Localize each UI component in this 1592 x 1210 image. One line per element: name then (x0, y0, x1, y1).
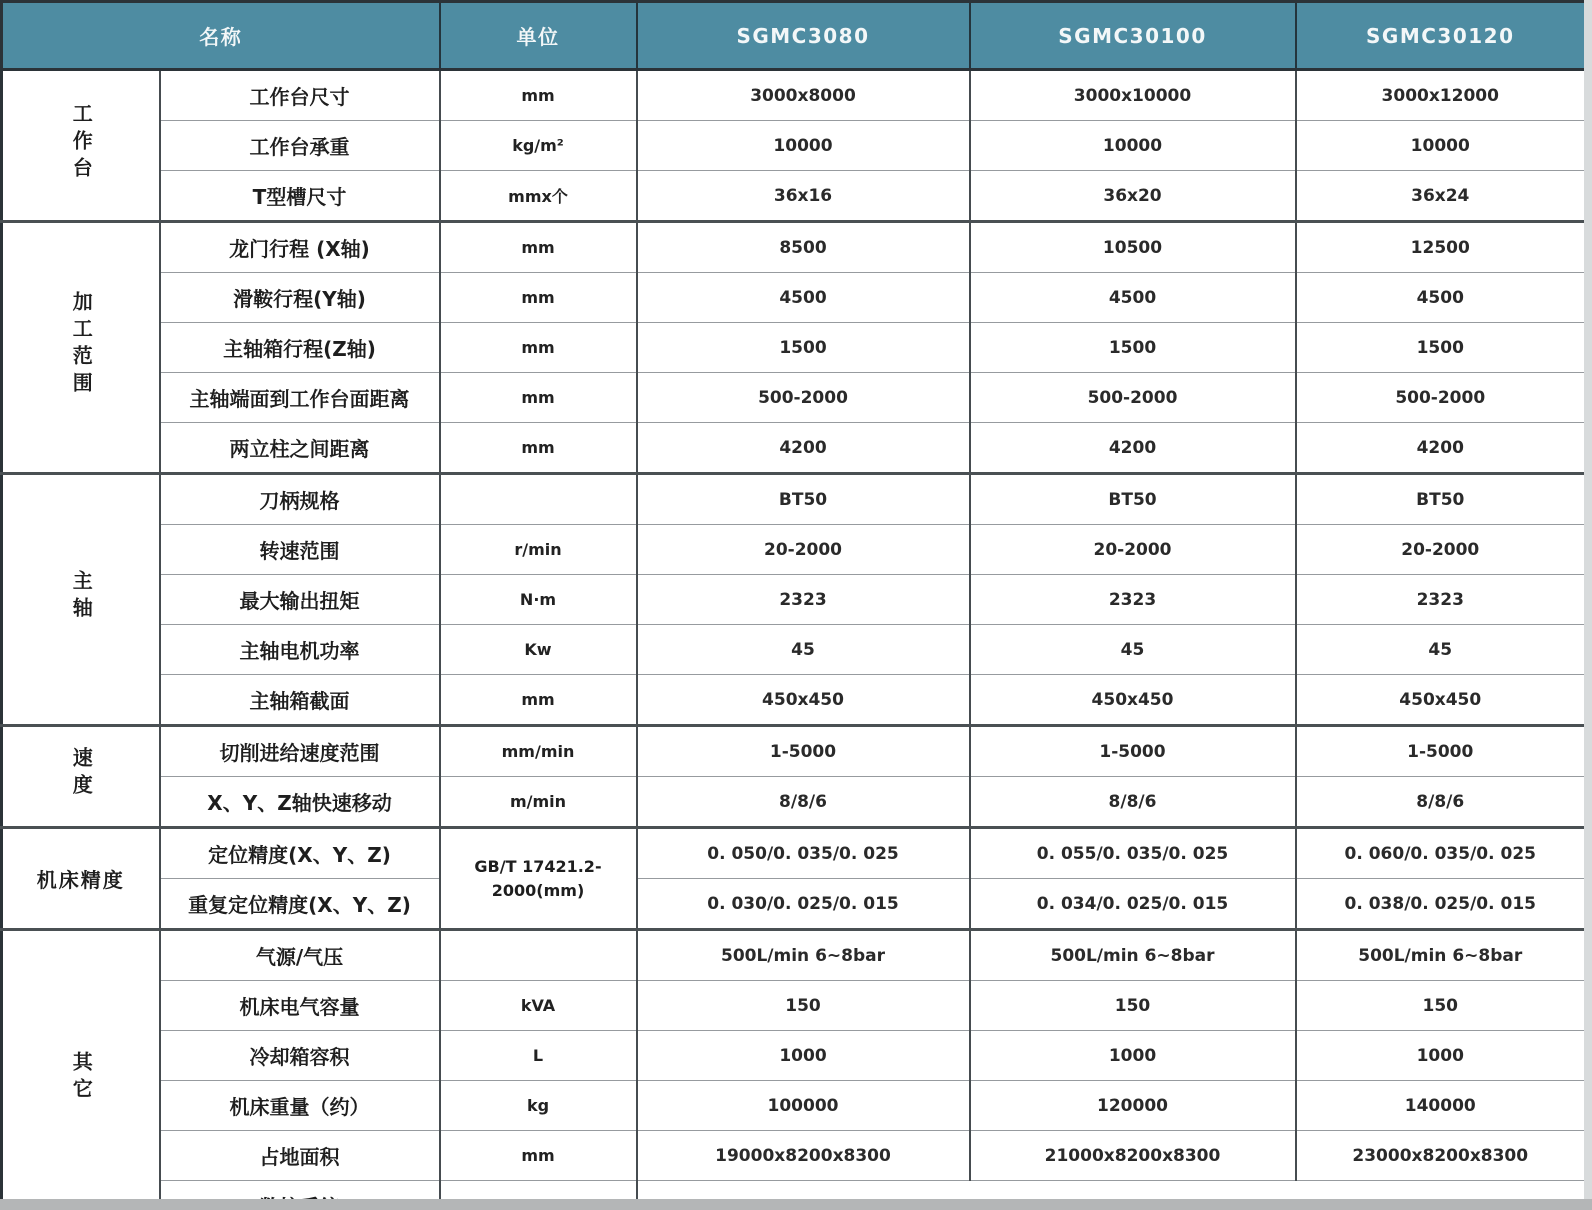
page-right-gutter (1584, 0, 1592, 1210)
table-row (2, 575, 1586, 625)
spec-value-cell: 8500 (637, 222, 970, 273)
spec-value-cell: 20-2000 (970, 525, 1296, 575)
spec-unit-cell: mm (440, 70, 637, 121)
spec-value-cell: 500L/min 6~8bar (1296, 930, 1586, 981)
spec-name-cell: 工作台尺寸 (160, 70, 440, 121)
spec-value-cell: 4200 (970, 423, 1296, 474)
header-name: 名称 (2, 2, 440, 70)
spec-value-cell: 150 (1296, 981, 1586, 1031)
spec-unit-cell: m/min (440, 777, 637, 828)
spec-value-cell: 150 (970, 981, 1296, 1031)
spec-name-cell: 主轴箱行程(Z轴) (160, 323, 440, 373)
spec-unit-cell: mm (440, 1131, 637, 1181)
table-row (2, 777, 1586, 828)
header-model-sgmc30100: SGMC30100 (970, 2, 1296, 70)
spec-value-cell: 2323 (637, 575, 970, 625)
spec-value-cell: 23000x8200x8300 (1296, 1131, 1586, 1181)
spec-value-cell: 1500 (1296, 323, 1586, 373)
spec-unit-cell: mmx个 (440, 171, 637, 222)
spec-value-cell: 10000 (970, 121, 1296, 171)
spec-name-cell: 气源/气压 (160, 930, 440, 981)
spec-value-cell: 4200 (1296, 423, 1586, 474)
spec-unit-cell: Kw (440, 625, 637, 675)
spec-value-cell: 45 (970, 625, 1296, 675)
header-unit: 单位 (440, 2, 637, 70)
group-label: 工作台 (69, 102, 94, 184)
spec-value-cell: 8/8/6 (1296, 777, 1586, 828)
spec-name-cell: 主轴端面到工作台面距离 (160, 373, 440, 423)
spec-unit-cell: r/min (440, 525, 637, 575)
spec-value-cell: 10000 (637, 121, 970, 171)
spec-name-cell: 主轴箱截面 (160, 675, 440, 726)
spec-value-cell: 20-2000 (1296, 525, 1586, 575)
spec-unit-cell: mm (440, 423, 637, 474)
spec-name-cell: 两立柱之间距离 (160, 423, 440, 474)
spec-unit-cell: N·m (440, 575, 637, 625)
spec-value-cell: 45 (1296, 625, 1586, 675)
spec-unit-cell (440, 930, 637, 981)
spec-value-cell: 12500 (1296, 222, 1586, 273)
spec-unit-cell: mm/min (440, 726, 637, 777)
spec-value-cell: 500-2000 (1296, 373, 1586, 423)
spec-value-cell: 1500 (637, 323, 970, 373)
table-row (2, 423, 1586, 474)
spec-value-cell: 450x450 (970, 675, 1296, 726)
spec-unit-cell: L (440, 1031, 637, 1081)
group-label: 速度 (69, 747, 94, 801)
spec-name-cell: 占地面积 (160, 1131, 440, 1181)
table-row (2, 373, 1586, 423)
spec-unit-cell: mm (440, 273, 637, 323)
spec-value-cell: 1-5000 (970, 726, 1296, 777)
spec-value-cell: 140000 (1296, 1081, 1586, 1131)
spec-value-cell: BT50 (970, 474, 1296, 525)
table-row (2, 1131, 1586, 1181)
spec-name-cell: 重复定位精度(X、Y、Z) (160, 879, 440, 930)
group-cell-speed (2, 726, 160, 828)
spec-name-cell: 定位精度(X、Y、Z) (160, 828, 440, 879)
spec-value-cell: 20-2000 (637, 525, 970, 575)
spec-value-cell: 8/8/6 (637, 777, 970, 828)
spec-value-cell: 8/8/6 (970, 777, 1296, 828)
table-row (2, 828, 1586, 879)
group-cell-machining-range (2, 222, 160, 474)
spec-value-cell: 10500 (970, 222, 1296, 273)
spec-value-cell: 19000x8200x8300 (637, 1131, 970, 1181)
table-row (2, 323, 1586, 373)
spec-name-cell: 工作台承重 (160, 121, 440, 171)
table-row (2, 1081, 1586, 1131)
header-model-sgmc30120: SGMC30120 (1296, 2, 1586, 70)
spec-value-cell: 500L/min 6~8bar (637, 930, 970, 981)
spec-name-cell: 主轴电机功率 (160, 625, 440, 675)
spec-unit-cell (440, 474, 637, 525)
spec-value-cell: 0. 060/0. 035/0. 025 (1296, 828, 1586, 879)
spec-value-cell: 36x20 (970, 171, 1296, 222)
group-cell-spindle (2, 474, 160, 726)
group-cell-other (2, 930, 160, 1210)
table-row (2, 70, 1586, 121)
spec-value-cell: 2323 (970, 575, 1296, 625)
group-label: 加工范围 (69, 291, 94, 399)
spec-unit-cell: mm (440, 675, 637, 726)
table-row (2, 1031, 1586, 1081)
spec-unit-cell-gbt: GB/T 17421.2-2000(mm) (440, 828, 637, 930)
spec-value-cell: 1-5000 (1296, 726, 1586, 777)
group-cell-accuracy (2, 828, 160, 930)
group-label: 机床精度 (36, 868, 125, 892)
spec-value-cell: 3000x12000 (1296, 70, 1586, 121)
spec-value-cell: 0. 050/0. 035/0. 025 (637, 828, 970, 879)
spec-name-cell: 刀柄规格 (160, 474, 440, 525)
spec-unit-cell: mm (440, 323, 637, 373)
spec-value-cell: 4500 (1296, 273, 1586, 323)
spec-name-cell: 机床重量（约） (160, 1081, 440, 1131)
spec-value-cell: 150 (637, 981, 970, 1031)
spec-unit-cell: kVA (440, 981, 637, 1031)
spec-value-cell: BT50 (1296, 474, 1586, 525)
spec-name-cell: 转速范围 (160, 525, 440, 575)
table-row (2, 121, 1586, 171)
table-row (2, 171, 1586, 222)
spec-value-cell: 500L/min 6~8bar (970, 930, 1296, 981)
table-row (2, 981, 1586, 1031)
spec-value-cell: 0. 038/0. 025/0. 015 (1296, 879, 1586, 930)
spec-value-cell: 1000 (637, 1031, 970, 1081)
table-row (2, 222, 1586, 273)
spec-name-cell: 最大输出扭矩 (160, 575, 440, 625)
spec-value-cell: 1000 (1296, 1031, 1586, 1081)
header-row (2, 2, 1586, 70)
spec-value-cell: 0. 030/0. 025/0. 015 (637, 879, 970, 930)
spec-value-cell: 500-2000 (970, 373, 1296, 423)
spec-value-cell: 4500 (637, 273, 970, 323)
spec-value-cell: 1000 (970, 1031, 1296, 1081)
spec-value-cell: BT50 (637, 474, 970, 525)
header-model-sgmc3080: SGMC3080 (637, 2, 970, 70)
page-bottom-strip (0, 1199, 1592, 1210)
group-cell-worktable (2, 70, 160, 222)
spec-value-cell: 3000x10000 (970, 70, 1296, 121)
table-row (2, 930, 1586, 981)
spec-value-cell: 100000 (637, 1081, 970, 1131)
spec-name-cell: 冷却箱容积 (160, 1031, 440, 1081)
spec-value-cell: 36x16 (637, 171, 970, 222)
spec-unit-cell: mm (440, 222, 637, 273)
spec-value-cell: 120000 (970, 1081, 1296, 1131)
spec-value-cell: 450x450 (1296, 675, 1586, 726)
spec-value-cell: 45 (637, 625, 970, 675)
spec-value-cell: 36x24 (1296, 171, 1586, 222)
spec-value-cell: 0. 055/0. 035/0. 025 (970, 828, 1296, 879)
spec-name-cell: X、Y、Z轴快速移动 (160, 777, 440, 828)
table-row (2, 726, 1586, 777)
spec-value-cell: 1-5000 (637, 726, 970, 777)
spec-unit-cell: kg (440, 1081, 637, 1131)
group-label: 其它 (69, 1051, 94, 1105)
spec-value-cell: 3000x8000 (637, 70, 970, 121)
spec-unit-cell: mm (440, 373, 637, 423)
table-row (2, 273, 1586, 323)
table-row (2, 525, 1586, 575)
spec-value-cell: 500-2000 (637, 373, 970, 423)
spec-name-cell: 滑鞍行程(Y轴) (160, 273, 440, 323)
spec-name-cell: 机床电气容量 (160, 981, 440, 1031)
spec-name-cell: T型槽尺寸 (160, 171, 440, 222)
spec-value-cell: 2323 (1296, 575, 1586, 625)
table-row (2, 474, 1586, 525)
table-row (2, 879, 1586, 930)
spec-name-cell: 切削进给速度范围 (160, 726, 440, 777)
spec-name-cell: 龙门行程 (X轴) (160, 222, 440, 273)
spec-value-cell: 0. 034/0. 025/0. 015 (970, 879, 1296, 930)
table-row (2, 625, 1586, 675)
spec-value-cell: 10000 (1296, 121, 1586, 171)
spec-value-cell: 21000x8200x8300 (970, 1131, 1296, 1181)
spec-value-cell: 4200 (637, 423, 970, 474)
spec-value-cell: 1500 (970, 323, 1296, 373)
spec-unit-cell: kg/m² (440, 121, 637, 171)
group-label: 主轴 (69, 570, 94, 624)
spec-value-cell: 4500 (970, 273, 1296, 323)
spec-value-cell: 450x450 (637, 675, 970, 726)
table-row (2, 675, 1586, 726)
